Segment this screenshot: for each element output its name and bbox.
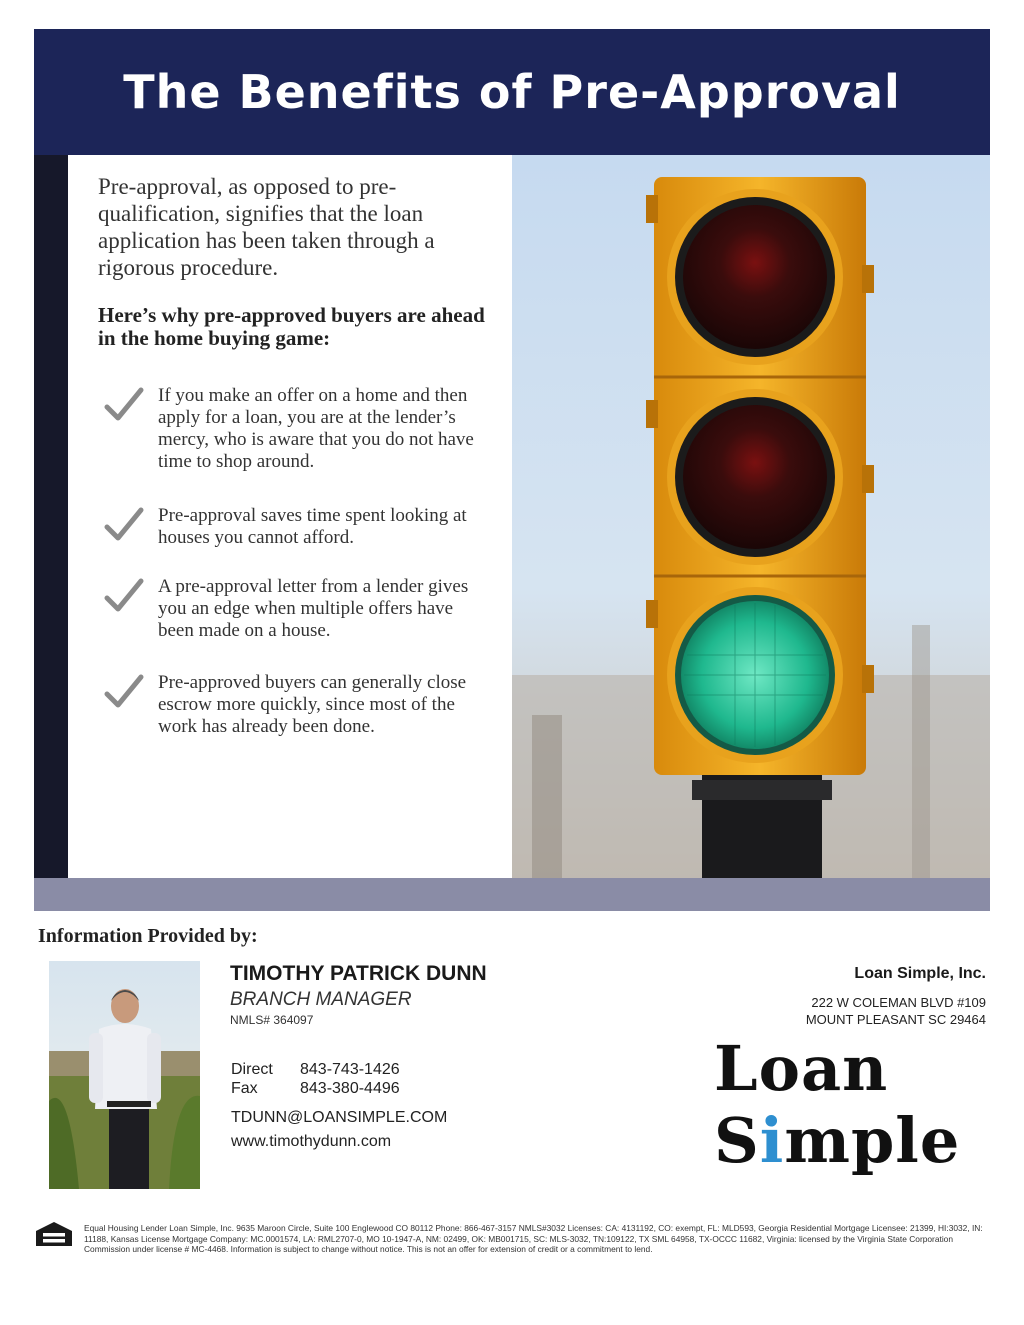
agent-website[interactable]: www.timothydunn.com	[231, 1133, 392, 1150]
benefit-text: Pre-approved buyers can generally close escrow more quickly, since most of the work has already been done.	[158, 672, 467, 737]
left-stripe	[34, 155, 68, 878]
benefit-item	[104, 505, 484, 549]
benefit-item	[104, 576, 484, 642]
benefit-text: If you make an offer on a home and then apply for a loan, you are at the lender’s mercy, who is aware that you do not have time to shop around.	[158, 385, 474, 472]
agent-name: TIMOTHY PATRICK DUNN	[230, 962, 487, 985]
direct-phone[interactable]: 843-743-1426	[300, 1061, 400, 1078]
fax-label: Fax	[231, 1080, 258, 1097]
footer-band	[34, 878, 990, 911]
benefit-item	[104, 672, 484, 738]
header-banner	[34, 29, 990, 155]
agent-nmls: NMLS# 364097	[230, 1013, 314, 1027]
logo-line-1: Loan	[714, 1032, 889, 1105]
benefit-text: Pre-approval saves time spent looking at houses you cannot afford.	[158, 505, 467, 548]
equal-housing-icon	[34, 1221, 74, 1247]
why-heading: Here’s why pre-approved buyers are ahead in the home buying game:	[98, 303, 485, 350]
logo-line-2	[714, 1104, 960, 1177]
logo-letter-i: i	[759, 1104, 785, 1177]
content-panel	[68, 155, 512, 878]
page-title: The Benefits of Pre-Approval	[123, 65, 901, 119]
company-name: Loan Simple, Inc.	[854, 965, 986, 982]
benefit-text: A pre-approval letter from a lender gives you an edge when multiple offers have been made on a house.	[158, 576, 469, 641]
loan-simple-logo	[710, 1032, 980, 1182]
traffic-light-photo	[512, 155, 990, 878]
agent-photo	[49, 961, 200, 1189]
fax-row	[231, 1080, 400, 1098]
checkmark-icon	[104, 672, 158, 738]
agent-title: BRANCH MANAGER	[230, 989, 412, 1010]
agent-email[interactable]: TDUNN@LOANSIMPLE.COM	[231, 1109, 448, 1126]
checkmark-icon	[104, 576, 158, 642]
checkmark-icon	[104, 505, 158, 549]
checkmark-icon	[104, 385, 158, 473]
direct-label: Direct	[231, 1061, 273, 1078]
fax-number: 843-380-4496	[300, 1080, 400, 1097]
info-provided-label: Information Provided by:	[38, 925, 258, 947]
benefit-item	[104, 385, 484, 473]
logo-letters-mple: mple	[784, 1104, 961, 1177]
company-address	[806, 994, 986, 1028]
logo-letter-s: S	[714, 1104, 760, 1177]
intro-paragraph: Pre-approval, as opposed to pre-qualification, signifies that the loan application has been taken through a rigorous procedure.	[98, 174, 435, 280]
address-line-2: MOUNT PLEASANT SC 29464	[805, 1012, 986, 1027]
address-line-1: 222 W COLEMAN BLVD #109	[811, 995, 986, 1010]
direct-phone-row	[231, 1061, 400, 1079]
legal-disclaimer: Equal Housing Lender Loan Simple, Inc. 9635 Maroon Circle, Suite 100 Englewood CO 80112 Phone: 866-467-3157 NMLS#3032 Licenses: CA: 4131192, CO: exempt, FL: MLD593, Georgia Residential Mortgage Licensee: 21399, HI:3032, IN: 11188, Kansas License Mortgage Company: MC.0001574, LA: RML2707-0, MO 10-1947-A, NM: 02499, OK: MB001715, SC: MLS-3032, TN:109122, TX SML 64958, TX-OCCC 11682, Virginia: licensed by the Virginia State Corporation Commission under license # MC-4468. Information is subject to change without notice. This is not an offer for extension of credit or a commitment to lend.	[84, 1223, 983, 1254]
